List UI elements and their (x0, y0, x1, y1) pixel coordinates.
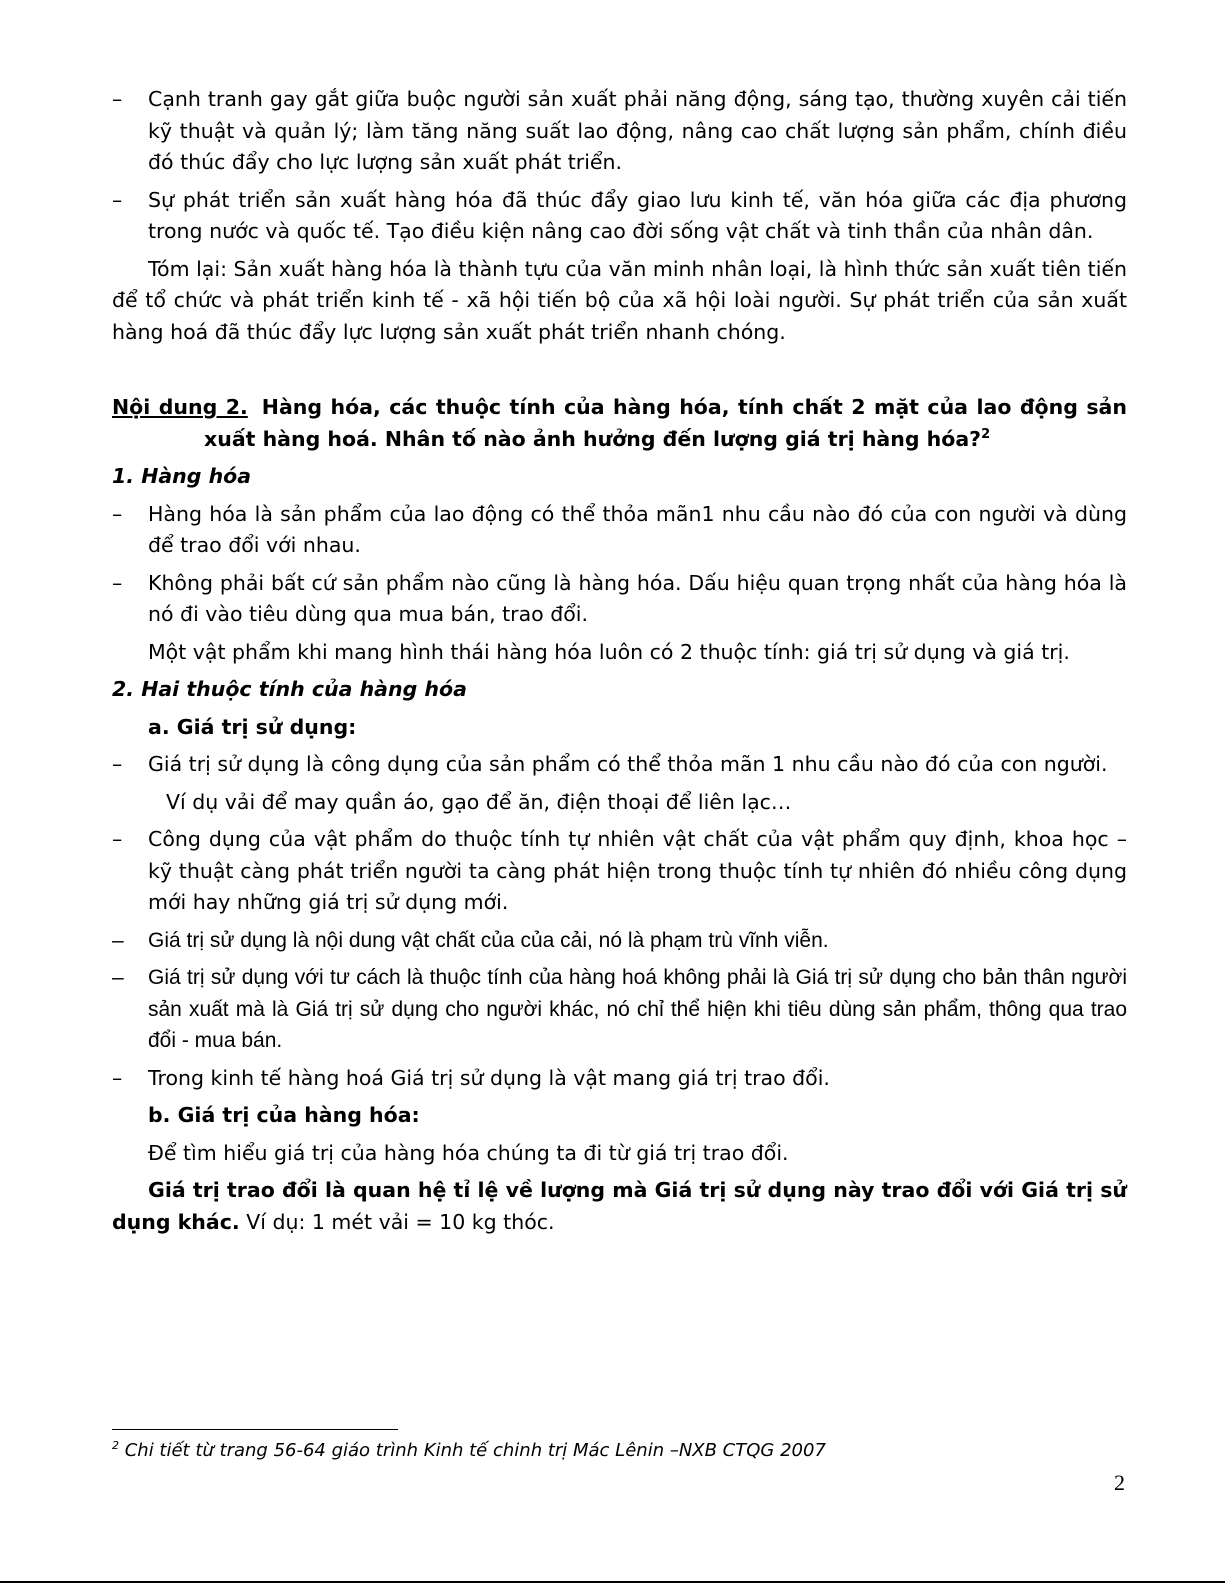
page-bottom-border (0, 1581, 1225, 1583)
footnote (112, 1440, 826, 1461)
example-text: Ví dụ vải để may quần áo, gạo để ăn, điện thoại để liên lạc… (166, 789, 792, 814)
dash-marker: – (112, 928, 124, 952)
bullet-item (112, 824, 1127, 919)
bullet-text: Công dụng của vật phẩm do thuộc tính tự nhiên vật chất của vật phẩm quy định, khoa học – kỹ thuật càng phát triển người ta càng phát hiện trong thuộc tính tự nhiên đó nhiều công dụng mới hay những giá trị sử dụng mới. (148, 827, 1127, 914)
bullet-text: Hàng hóa là sản phẩm của lao động có thể thỏa mãn1 nhu cầu nào đó của con người và dùng để trao đổi với nhau. (148, 501, 1127, 557)
bullet-item (112, 1063, 1127, 1095)
bullet-text: Giá trị sử dụng là nội dung vật chất của của cải, nó là phạm trù vĩnh viễn. (148, 928, 829, 952)
definition-example: Ví dụ: 1 mét vải = 10 kg thóc. (239, 1209, 555, 1234)
dash-marker: – (112, 752, 123, 776)
bullet-item (112, 962, 1127, 1057)
bullet-item (112, 84, 1127, 179)
page-number: 2 (1114, 1470, 1125, 1495)
heading-text: Hàng hóa, các thuộc tính của hàng hóa, tính chất 2 mặt của lao động sản xuất hàng hoá. Nhân tố nào ảnh hưởng đến lượng giá trị hàng hóa? (204, 395, 1127, 451)
dash-marker: – (112, 827, 123, 851)
bullet-item (112, 749, 1127, 781)
section-heading (112, 392, 1127, 455)
note-paragraph: Một vật phẩm khi mang hình thái hàng hóa luôn có 2 thuộc tính: giá trị sử dụng và giá trị. (148, 639, 1070, 664)
dash-marker: – (112, 501, 123, 526)
dash-marker: – (112, 1065, 123, 1090)
footnote-ref[interactable]: 2 (981, 426, 991, 442)
bullet-text: Sự phát triển sản xuất hàng hóa đã thúc đẩy giao lưu kinh tế, văn hóa giữa các địa phương trong nước và quốc tế. Tạo điều kiện nâng cao đời sống vật chất và tinh thần của nhân dân. (148, 187, 1127, 243)
bullet-text: Giá trị sử dụng với tư cách là thuộc tính của hàng hoá không phải là Giá trị sử dụng cho bản thân người sản xuất mà là Giá trị sử dụng cho người khác, nó chỉ thể hiện khi tiêu dùng sản phẩm, thông qua trao đổi - mua bán. (148, 966, 1127, 1052)
bullet-text: Trong kinh tế hàng hoá Giá trị sử dụng là vật mang giá trị trao đổi. (148, 1065, 830, 1090)
intro-paragraph: Để tìm hiểu giá trị của hàng hóa chúng ta đi từ giá trị trao đổi. (148, 1140, 789, 1165)
heading-label: Nội dung 2. (112, 395, 248, 419)
definition-bold: Giá trị trao đổi là quan hệ tỉ lệ về lượng mà Giá trị sử dụng này trao đổi với Giá trị sử dụng khác. (112, 1178, 1127, 1234)
definition-paragraph (112, 1175, 1127, 1238)
subsection-title: 2. Hai thuộc tính của hàng hóa (112, 677, 467, 701)
bullet-item (112, 499, 1127, 562)
dash-marker: – (112, 187, 123, 212)
subsubsection-title: b. Giá trị của hàng hóa: (148, 1103, 420, 1127)
bullet-item (112, 185, 1127, 248)
subsubsection-title: a. Giá trị sử dụng: (148, 714, 357, 739)
document-page (112, 84, 1127, 1238)
bullet-text: Cạnh tranh gay gắt giữa buộc người sản xuất phải năng động, sáng tạo, thường xuyên cải tiến kỹ thuật và quản lý; làm tăng năng suất lao động, nâng cao chất lượng sản phẩm, chính điều đó thúc đẩy cho lực lượng sản xuất phát triển. (148, 87, 1127, 174)
bullet-text: Giá trị sử dụng là công dụng của sản phẩm có thể thỏa mãn 1 nhu cầu nào đó của con người. (148, 752, 1108, 776)
footnote-separator (112, 1429, 398, 1430)
summary-paragraph: Tóm lại: Sản xuất hàng hóa là thành tựu của văn minh nhân loại, là hình thức sản xuất tiên tiến để tổ chức và phát triển kinh tế - xã hội tiến bộ của xã hội loài người. Sự phát triển của sản xuất hàng hoá đã thúc đẩy lực lượng sản xuất phát triển nhanh chóng. (112, 256, 1127, 344)
dash-marker: – (112, 966, 124, 989)
subsection-title: 1. Hàng hóa (112, 464, 252, 488)
dash-marker: – (112, 87, 123, 111)
bullet-text: Không phải bất cứ sản phẩm nào cũng là hàng hóa. Dấu hiệu quan trọng nhất của hàng hóa là nó đi vào tiêu dùng qua mua bán, trao đổi. (148, 570, 1127, 626)
bullet-item (112, 925, 1127, 957)
dash-marker: – (112, 570, 123, 595)
bullet-item (112, 568, 1127, 631)
footnote-number: 2 (112, 1439, 119, 1452)
footnote-text: Chi tiết từ trang 56-64 giáo trình Kinh tế chinh trị Mác Lênin –NXB CTQG 2007 (119, 1440, 826, 1461)
